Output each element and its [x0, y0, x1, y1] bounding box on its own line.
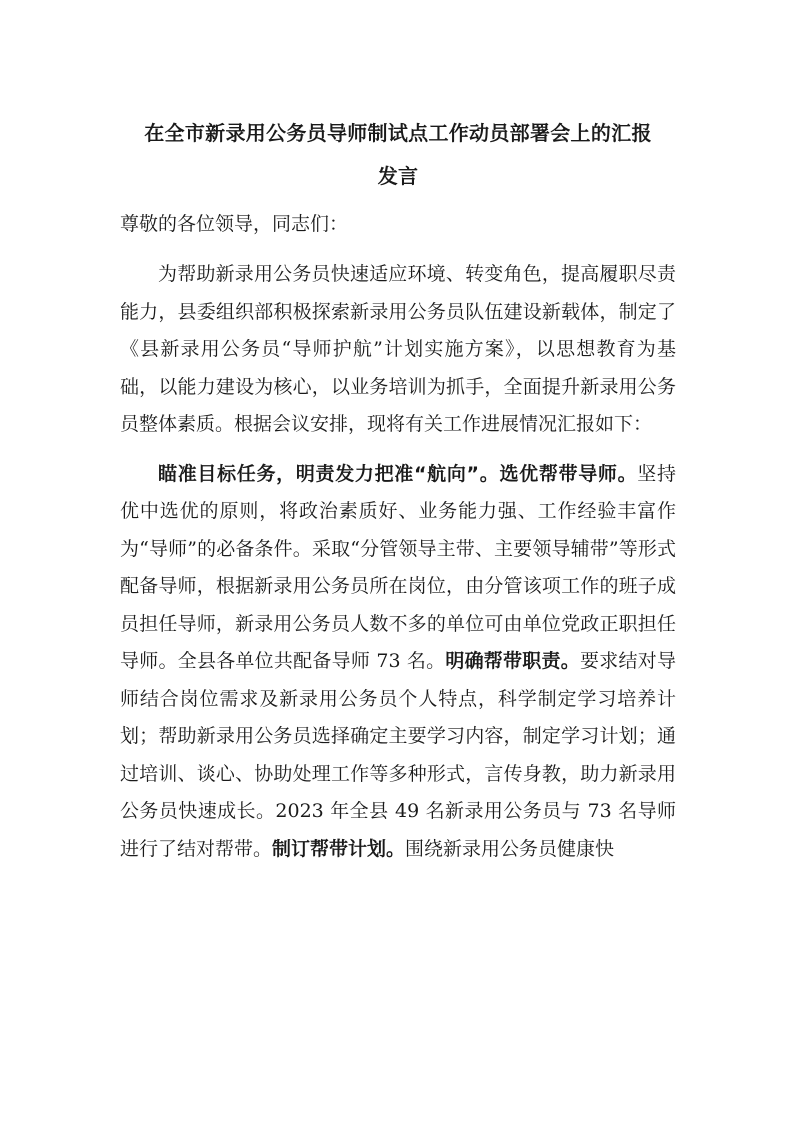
- subsection-title-make-plan: 制订帮带计划。: [272, 837, 406, 860]
- document-title: [120, 112, 676, 198]
- subsection-text-make-plan: 围绕新录用公务员健康快: [405, 837, 615, 860]
- paragraph-section-1: [120, 456, 676, 869]
- subsection-text-clarify-duties: 要求结对导师结合岗位需求及新录用公务员个人特点，科学制定学习培养计划；帮助新录用公务员选择确定主要学习内容，制定学习计划；通过培训、谈心、协助处理工作等多种形式，言传身教，助力新录用公务员快速成长。2023 年全县 49 名新录用公务员与 73 名导师进行了结对帮带。: [120, 650, 676, 860]
- document-page: [120, 112, 676, 868]
- title-line-2: 发言: [377, 164, 419, 188]
- salutation: 尊敬的各位领导，同志们：: [120, 213, 349, 235]
- subsection-title-clarify-duties: 明确帮带职责。: [445, 650, 581, 672]
- title-line-1: 在全市新录用公务员导师制试点工作动员部署会上的汇报: [144, 121, 652, 145]
- paragraph-intro: 为帮助新录用公务员快速适应环境、转变角色，提高履职尽责能力，县委组织部积极探索新录用公务员队伍建设新载体，制定了《县新录用公务员“导师护航”计划实施方案》，以思想教育为基础，以能力建设为核心，以业务培训为抓手，全面提升新录用公务员整体素质。根据会议安排，现将有关工作进展情况汇报如下：: [120, 263, 676, 435]
- subsection-title-select-mentors: 选优帮带导师。: [499, 462, 638, 485]
- section-heading: 瞄准目标任务，明责发力把准“航向”。: [158, 462, 500, 485]
- subsection-text-select-mentors: 坚持优中选优的原则，将政治素质好、业务能力强、工作经验丰富作为“导师”的必备条件。采取“分管领导主带、主要领导辅带”等形式配备导师，根据新录用公务员所在岗位，由分管该项工作的班子成员担任导师，新录用公务员人数不多的单位可由单位党政正职担任导师。全县各单位共配备导师 73 名。: [120, 462, 676, 672]
